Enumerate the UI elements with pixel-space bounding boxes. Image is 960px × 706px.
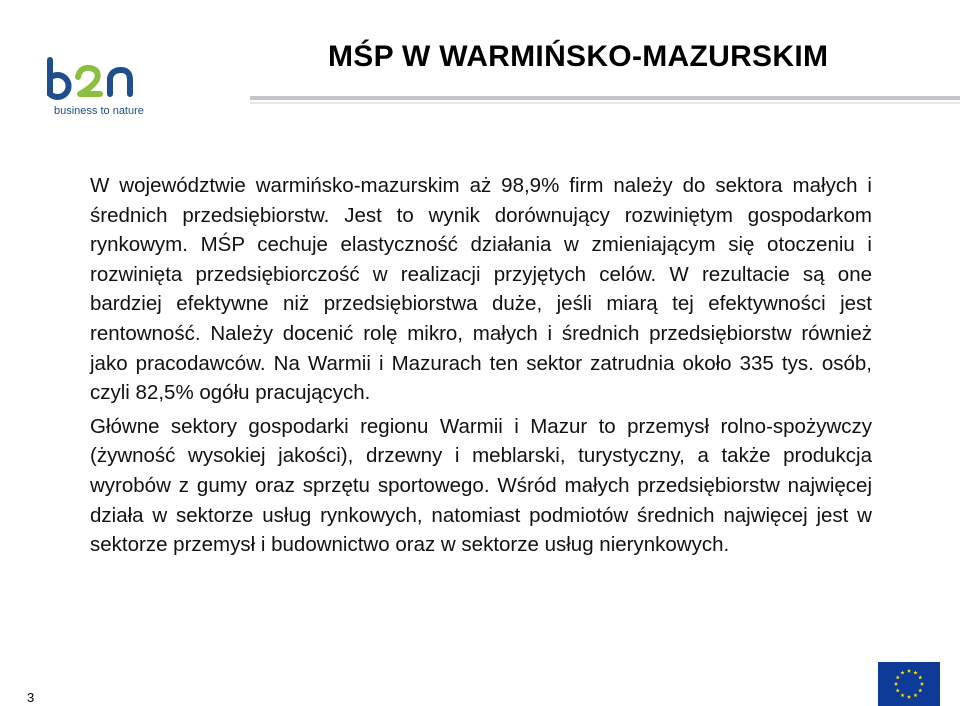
title-rule-shadow (250, 102, 960, 104)
page-number: 3 (27, 690, 35, 705)
paragraph-sme-overview: W województwie warmińsko-mazurskim aż 98,9% firm należy do sektora małych i średnich przedsiębiorstw. Jest to wynik dorównujący rozwiniętym gospodarkom rynkowym. MŚP cechuje elastyczność działania w zmieniającym się otoczeniu i rozwinięta przedsiębiorczość w realizacji przyjętych celów. W rezultacie są one bardziej efektywne niż przedsiębiorstwa duże, jeśli miarą tej efektywności jest rentowność. Należy docenić rolę mikro, małych i średnich przedsiębiorstw również jako pracodawców. Na Warmii i Mazurach ten sektor zatrudnia około 335 tys. osób, czyli 82,5% ogółu pracujących. (90, 174, 872, 405)
page-title: MŚP W WARMIŃSKO-MAZURSKIM (328, 40, 829, 73)
eu-flag-icon (878, 662, 940, 706)
logo-tagline: business to nature (54, 105, 144, 117)
b2n-logo-icon (40, 48, 170, 128)
b2n-logo (40, 48, 170, 128)
title-rule (250, 96, 960, 100)
paragraph-economic-sectors: Główne sektory gospodarki regionu Warmii i Mazur to przemysł rolno-spożywczy (żywność wysokiej jakości), drzewny i meblarski, turystyczny, a także produkcja wyrobów z gumy oraz sprzętu sportowego. Wśród małych przedsiębiorstw najwięcej działa w sektorze usług rynkowych, natomiast podmiotów średnich najwięcej jest w sektorze przemysł i budownictwo oraz w sektorze usług nierynkowych. (90, 414, 872, 557)
body-text (90, 171, 872, 564)
